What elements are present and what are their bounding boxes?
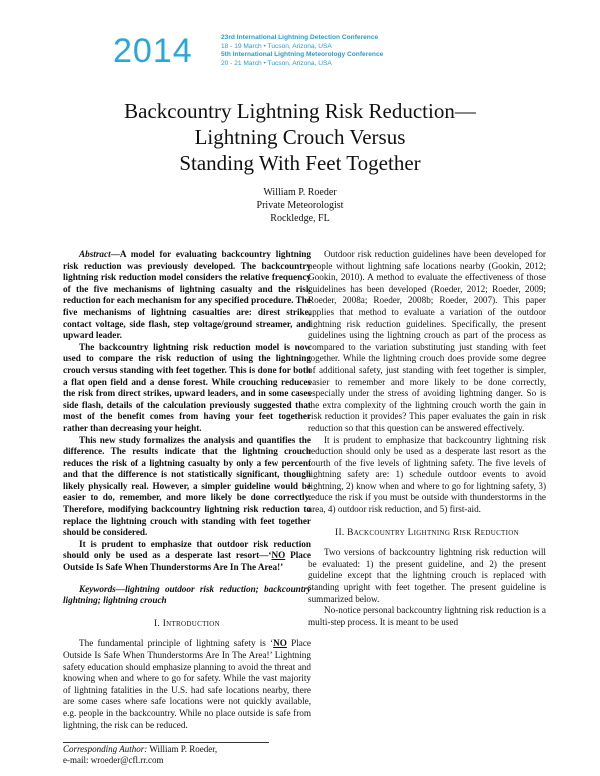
conference-line-4: 20 - 21 March • Tucson, Arizona, USA	[221, 59, 332, 67]
right-column	[308, 249, 546, 628]
footnote-rule	[63, 742, 269, 743]
abstract-p2: The backcountry lightning risk reduction model is now used to compare the risk reduction of using the lightning crouch versus standing with feet together. This is done for both a flat open field and a dense forest. While crouching reduces the risk from direct strikes, upward leaders, and in some cases side flash, details of the calculation previously suggested that most of the benefit comes from having your feet together rather than decreasing your height.	[63, 341, 311, 433]
abstract-label: Abstract	[79, 249, 111, 259]
conference-year: 2014	[113, 32, 193, 70]
intro-p3: It is prudent to emphasize that backcountry lightning risk reduction should only be used as a desperate last resort as the fourth of the five levels of lightning safety. The five levels of lightning safety are: 1) schedule outdoor events to avoid lightning, 2) know when and where to go for lightning safety, 3) reduce the risk if you must be outside with thunderstorms in the area, 4) outdoor risk reduction, and 5) first-aid.	[308, 434, 546, 515]
abstract-p4: It is prudent to emphasize that outdoor risk reduction should only be used as a desperate last resort—‘NO Place Outside Is Safe When Thunderstorms Are In The Area!’	[63, 538, 311, 573]
author-location: Rockledge, FL	[270, 213, 330, 224]
abstract-p3: This new study formalizes the analysis and quantifies the difference. The results indicate that the lightning crouch reduces the risk of a lightning casualty by only a few percent and that the difference is not statistically significant, though likely physically real. However, a simpler guideline would be easier to do, remember, and more likely be done correctly. Therefore, modifying backcountry lightning risk reduction to replace the lightning crouch with standing with feet together should be considered.	[63, 434, 311, 538]
abstract	[63, 249, 311, 574]
conference-banner	[113, 28, 473, 74]
section2-p2: No-notice personal backcountry lightning risk reduction is a multi-step process. It is meant to be used	[308, 605, 546, 627]
footnote-name: William P. Roeder,	[149, 744, 218, 754]
footnote-label: Corresponding Author:	[63, 744, 148, 754]
intro-p1: The fundamental principle of lightning safety is ‘NO Place Outside Is Safe When Thunderstorms Are In The Area!’ Lightning safety education should emphasize planning to avoid the threat and knowing when and where to go for safety. While the vast majority of lightning fatalities in the U.S. had safe locations nearby, there are some cases where safe locations were not quickly available, e.g. people in the backcountry. While no place outside is safe from lightning, the risk can be reduced.	[63, 638, 311, 730]
section-1-heading: I. Introduction	[154, 618, 220, 629]
title-line-2: Lightning Crouch Versus	[194, 125, 406, 149]
title-line-3: Standing With Feet Together	[179, 151, 421, 175]
conference-info	[221, 34, 383, 68]
author-block	[200, 186, 400, 225]
paper-title	[60, 98, 540, 176]
author-affiliation: Private Meteorologist	[256, 200, 344, 211]
title-line-1: Backcountry Lightning Risk Reduction—	[124, 99, 476, 123]
keywords: Keywords—lightning outdoor risk reduction; backcountry lightning; lightning crouch	[63, 583, 311, 606]
author-name: William P. Roeder	[263, 187, 337, 198]
footnote	[63, 744, 217, 766]
footnote-email: e-mail: wroeder@cfl.rr.com	[63, 755, 164, 765]
section2-p1: Two versions of backcountry lightning risk reduction will be evaluated: 1) the present guideline, and 2) the present guideline except that the lightning crouch is replaced with standing upright with feet together. The present guideline is summarized below.	[308, 547, 546, 604]
section-2-heading: II. Backcountry Lightning Risk Reduction	[335, 527, 519, 538]
conference-line-1: 23rd International Lightning Detection Conference	[221, 34, 379, 41]
left-column	[63, 249, 311, 731]
intro-p2: Outdoor risk reduction guidelines have been developed for people without lightning safe locations nearby (Gookin, 2012; Gookin, 2010). A method to evaluate the effectiveness of those guidelines has been developed (Roeder, 2012; Roeder, 2009; Roeder, 2008a; Roeder, 2008b; Roeder, 2007). This paper applies that method to evaluate a variation of the outdoor lightning risk reduction guidelines. Specifically, the present guidelines using the lightning crouch as part of the process as compared to the variation substituting just standing with feet together. While the lightning crouch does provide some degree of additional safety, just standing with feet together is simpler, easier to remember and more likely to be done correctly, especially under the stress of avoiding lightning danger. So is the extra complexity of the lightning crouch worth the gain in risk reduction it provides? This paper evaluates the gain in risk reduction so that this question can be answered effectively.	[308, 249, 546, 433]
conference-line-2: 18 - 19 March • Tucson, Arizona, USA	[221, 42, 332, 50]
conference-line-3: 5th International Lightning Meteorology Conference	[221, 51, 384, 59]
abstract-p1: Abstract—A model for evaluating backcountry lightning risk reduction was previously developed. The backcountry lightning risk reduction model considers the relative frequency of the five mechanisms of lightning casualty and the risk reduction for each mechanism for any specified procedure. The five mechanisms of lightning casualties are: direst strike, contact voltage, side flash, step voltage/ground streamer, and upward leader.	[63, 249, 311, 341]
